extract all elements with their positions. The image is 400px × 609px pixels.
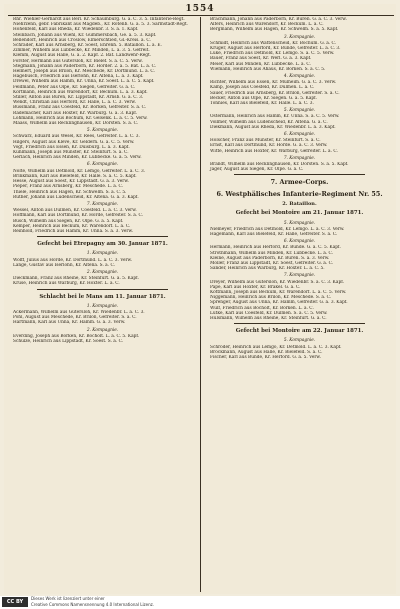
roster-entry: Rüther, Johann aus Lüdenscheid, Kr. Altena. G. a. 3. Kapf. [13,194,139,200]
roster-entry: Fischer, Karl aus Bünde, Kr. Herford. G. a. 5. Verw. [210,354,321,360]
company-label: 5. Kompagnie. [283,338,316,344]
header-rule [8,15,394,16]
roster-entry: Everding, Joseph aus Borken, Kr. Bocholt. L. a. C. 5. Kapf. [13,333,140,339]
roster-entry: Hoffmann, Karl aus Dortmund, Kr. Hörde, Gefreiter. S. a. C. [13,213,144,219]
roster-entry: Tönnies, Karl aus Bielefeld, Kr. Halle. L. a. C. 3. [210,101,314,107]
roster-entry: Klemm, August aus Halle, G. a. 2. Kapf. 2. Bat. Landwehr-Regt. [13,53,152,59]
roster-entry: Schmidt, Heinrich aus Wattenscheid, Kr. Bochum. G. a. C. [210,40,337,46]
company-label: 2. Kompagnie. [86,269,119,275]
section-separator [37,289,168,290]
license-text [31,596,154,608]
roster-entry: Strothmann, Wilhelm aus Minden, Kr. Lübbecke. L. a. C. [210,250,334,256]
roster-entry: Stiller, Anton aus Büren, Kr. Lippstadt, Kr. Arnsb. G. a. C. 3. [13,95,144,101]
company-label: 5. Kompagnie. [86,128,119,134]
roster-entry: Kruse, Heinrich aus Warburg, Kr. Höxter. L. a. C. [13,281,120,287]
roster-entry: Bellendorf, Heinrich aus Croslow, Elmerschtied, Gl.-Kreis. a. C. [13,37,151,43]
left-column [7,17,198,344]
company-label: 5. Kompagnie. [283,108,316,114]
roster-entry: Richter, Wilhelm aus Essen, Kr. Mülheim. G. a. C. 3. Verw. [210,80,337,86]
roster-entry: Witte, Heinrich aus Höxter, Kr. Warburg, Gefreiter. L. a. C. [210,148,338,154]
roster-entry: Vogt, Friedrich aus Essen, Kr. Duisburg. L. a. 3. Kapf. [13,144,130,150]
company-label: 7. Kompagnie. [283,273,316,279]
roster-entry: Meier, Karl aus Minden, Kr. Lübbecke. L. a. C. [210,61,311,67]
page-number: 1554 [185,4,215,14]
roster-entry: Brachmann, Johann aus Paderborn, Kr. Büren. G. a. C. 3. Verw. [210,17,347,22]
roster-entry: Nolte, Wilhelm aus Detmold, Kr. Lemgo, Gefreiter. L. a. C. 3. [13,168,146,174]
company-label: 3. Kompagnie. [283,34,316,40]
roster-entry: Zimmer, Wilhelm aus Lübbecke, Kr. Minden, L. a. 3. 5. Gefreit. [13,48,150,54]
roster-entry: Dreyer, Wilhelm aus Gütersloh, Kr. Wiedenbr. S. a. C. 3. Kapf. [210,279,345,285]
company-label: 5. Kompagnie. [283,220,316,226]
roster-entry: Rademacher, Karl aus Höxter, Kr. Warburg. G. a. 3. Kapf. [13,110,137,116]
roster-entry: Becker, Anton aus Olpe, Kr. Siegen. G. a. 5. Kapf. [210,95,317,101]
company-label: 7. Kompagnie. [283,155,316,161]
roster-entry: Niggemann, Heinrich aus Brilon, Kr. Meschede. S. a. C. [210,295,332,301]
roster-entry: Brinkmann, Karl aus Bielefeld, Kr. Halle. S. a. C. 5. Kapf. [13,173,137,179]
roster-entry: Wolff, Julius aus Hörde, Kr. Dortmund. L. a. C. 3. Verw. [13,257,133,263]
company-label: 4. Kompagnie. [283,74,316,80]
roster-entry: Bussmann, Franz aus Coesfeld, Kr. Borken, Gefreiter. S. a. C. [13,105,147,111]
company-label: 6. Kompagnie. [283,132,316,138]
roster-entry: Steinbach, Johann aus Wiehl, Kr. Gummersbach, Ge. a. 5. 3. Kapf. [13,32,157,38]
roster-entry: Thiele, Heinrich aus Hagen, Kr. Schwelm. S. a. C. 5. [13,189,127,195]
roster-entry: Wulf, Friedrich aus Bocholt, Kr. Borken. L. a. C. [210,305,314,311]
roster-entry: Schröder, Heinrich aus Lemgo, Kr. Detmold. L. a. C. 3. Kapf. [210,344,342,350]
section-separator [37,236,168,237]
roster-entry: Bauer, Franz aus Soest, Kr. Werl. G. a. 3. Kapf. [210,56,312,62]
company-label: 1. Kompagnie. [86,251,119,257]
battle-heading: Schlacht bei le Mans am 11. Januar 1871. [39,293,166,300]
roster-entry: Möller, Franz aus Lippstadt, Kr. Soest, Gefreiter. G. a. C. [210,260,334,266]
roster-entry: Dieckmann, Franz aus Rheine, Kr. Steinfurt. G. a. 5. Kapf. [13,276,139,282]
company-label: 6. Kompagnie. [86,162,119,168]
roster-entry: Lohmann, Heinrich aus Bochum, Kr. Gelsenk. L. a. C. 5. Verw. [13,115,148,121]
roster-entry: Wiemann, Heinrich aus Ahaus, Kr. Borken. S. a. C. 5. [210,66,326,72]
roster-entry: Diekmann, August aus Rheda, Kr. Wiedenbr. L. a. 3. Kapf. [210,124,336,130]
roster-entry: Hartmann, Karl aus Unna, Kr. Hamm. G. a. 3. Verw. [13,320,126,326]
roster-entry: Alfers, Heinrich aus Warendorf, Kr. Beckum. L. a. C. [210,22,324,28]
license-line-2: Creative Commons Namensnennung 4.0 International Lizenz. [31,602,155,607]
roster-entry: Kemper, Heinrich aus Beckum, Kr. Warendorf. L. a. C. [13,223,131,229]
roster-entry: Ernst, Karl aus Dortmund, Kr. Hörde. G. a. C. 3. Verw. [210,143,328,149]
roster-entry: Kuhlmann, Joseph aus Münster, Kr. Steinfurt. S. a. C. [13,150,129,156]
battle-heading: Gefecht bei Montoire am 22. Januar 1871. [235,328,364,335]
cc-license-badge[interactable]: CC BY [2,597,28,607]
roster-entry: Niemeyer, Friedrich aus Detmold, Kr. Lemgo. L. a. C. 3. Verw. [210,226,345,232]
roster-entry: Maass, Wilhelm aus Recklinghausen, Kr. Dorsten. S. a. C. [13,121,139,127]
roster-entry: Helmert, Joseph aus Brilon, Kr. Meschede, Kr. Dortmund. L. a. C. [13,69,155,75]
roster-entry: Kamp, Joseph aus Coesfeld, Kr. Dülmen. L. a. C. [210,85,315,91]
roster-entry: Pape, Karl aus Höxter, Kr. Brakel. G. a. C. [210,284,301,290]
roster-entry: Kottmann, Joseph aus Beckum, Kr. Warendorf. L. a. C. 5. Verw. [210,289,347,295]
roster-entry: Niehrzenn, gebr. Fabrikant aus Magdeb., Kr. Rotenb. G. a. 5. 3. Sarmstadt-Regt. [13,22,188,28]
section-separator [234,323,365,324]
battalion-heading: 2. Bataillon. [282,201,317,208]
roster-entry: Stegmann, Johann aus Paderborn, Kr. Hörder. 2. a. 5. Bat. L. a. C. [13,63,157,69]
roster-entry: Brandt, Wilhelm aus Recklinghausen, Kr. Dorsten. S. a. 5. Kapf. [210,162,349,168]
roster-entry: Krüger, August aus Herford, Kr. Bünde, Gefreiter. L. a. C. 3. [210,46,341,52]
roster-entry: Pohl, August aus Meschede, Kr. Brilon, Gefreiter. S. a. C. [13,315,137,321]
roster-entry: Kleine, August aus Paderborn, Kr. Büren. S. a. 3. Verw. [210,255,330,261]
roster-entry: Hohenfeld, Karl aus Rheda, Kr. Wiedenbr. 3. S. a. 1. Kapf. [13,27,139,33]
roster-entry: Ostermann, Heinrich aus Hamm, Kr. Unna. S. a. C. 5. Verw. [210,114,340,120]
roster-entry: Lüke, Friedrich aus Detmold, Kr. Lemgo. S. a. C. 5. Verw. [210,51,335,57]
roster-entry: Rhr. Wiehler-Gerhardt aus Berl. Kr. Schaumburg. G. a. C. 3. 5. Infanterie-Regt. [13,17,185,22]
unit-heading: 7. Armee-Corps. [270,178,329,187]
roster-entry: Kortmann, Heinrich aus Warendorf, Kr. Beckum. L. a. 3. Kapf. [13,89,148,95]
roster-entry: Lange, Gustav aus Iserlohn, Kr. Altena. S. a. C. [13,262,115,268]
document-page [4,4,396,594]
roster-entry: Ackermann, Wilhelm aus Gütersloh, Kr. Wiedenbr. L. a. C. 3. [13,309,145,315]
roster-entry: Sauer, Friedrich aus Arnsberg, Kr. Brilon, Gefreiter. S. a. C. [210,90,340,96]
roster-entry: Bergmann, Wilhelm aus Hagen, Kr. Schwelm. S. a. 5. Kapf. [210,27,339,33]
roster-entry: Forster, Hermann aus Gütersloh, Kr. Bielef. S. a. C. 5. Verw. [13,58,143,64]
roster-entry: Schulze, Heinrich aus Lippstadt, Kr. Soest. S. a. C. [13,338,124,344]
roster-entry: Wendt, Christian aus Herford, Kr. Halle, L. a. C. 3. Verw. [13,100,136,106]
roster-entry: Drewel, Wilhelm aus Hamm, Kr. Unna, Kr. Soest. L. a. C. 5. Kapf. [13,79,155,85]
license-line-1: Dieses Werk ist lizenziert unter einer [31,596,105,601]
roster-entry: Jäger, August aus Siegen, Kr. Olpe. G. a. C. [210,167,304,173]
company-label: 7. Kompagnie. [86,201,119,207]
roster-entry: Feldmann, Peter aus Olpe, Kr. Siegen, Gefreiter. G. a. C. [13,84,136,90]
company-label: 2. Kompagnie. [86,327,119,333]
roster-entry: Hölscher, Franz aus Münster, Kr. Steinfurt. S. a. C. [210,138,321,144]
roster-entry: Pieper, Franz aus Arnsberg, Kr. Meschede. L. a. C. [13,184,124,190]
roster-entry: Sprenger, August aus Unna, Kr. Hamm, Gefreiter. G. a. 3. Kapf. [210,300,348,306]
roster-entry: Schwarz, Eduard aus Wesel, Kr. Rees, Gefreiter. L. a. C. 3. [13,134,140,140]
roster-entry: Hesse, August aus Soest, Kr. Lippstadt. G. a. 3. Verw. [13,179,129,185]
column-divider [200,17,201,592]
battle-heading: Gefecht bei Etrepagny am 30. Januar 1871. [37,241,168,248]
roster-entry: Schrader, Karl aus Arnsberg, Kr. Soest, Ehrenh. 5. Bataillon. L. a. E. [13,43,162,49]
roster-entry: Hagebusch, Friedrich aus Iserlohn, Kr. Altena, L. a. 3. Kapf. [13,74,144,80]
roster-entry: Hermann, Heinrich aus Herford, Kr. Bünde. G. a. C. 5. Kapf. [210,245,341,251]
roster-entry: Gerlach, Heinrich aus Minden, Kr. Lübbecke. G. a. 5. Verw. [13,155,142,161]
roster-entry: Vollmer, Wilhelm aus Lüdenscheid, Kr. Altena. G. a. C. [210,119,328,125]
battle-heading: Gefecht bei Montoire am 21. Januar 1871. [235,210,364,217]
roster-entry: Wessel, Anton aus Dülmen, Kr. Coesfeld. L. a. C. 3. Verw. [13,208,137,214]
roster-entry: Brockmann, August aus Halle, Kr. Bielefeld. S. a. C. [210,349,323,355]
right-column [204,17,395,360]
section-separator [234,174,365,175]
roster-entry: Hülsmann, Wilhelm aus Rheine, Kr. Steinfurt. G. a. C. [210,315,327,321]
company-label: 6. Kompagnie. [283,239,316,245]
license-footer [0,596,400,609]
roster-entry: Lütke, Karl aus Coesfeld, Kr. Dülmen. S. a. C. 5. Verw. [210,310,328,316]
unit-heading: 6. Westphälisches Infanterie-Regiment Nr. 55. [216,189,383,198]
roster-entry: Reinhold, Friedrich aus Hamm, Kr. Unna. S. a. 3. Verw. [13,228,133,234]
roster-entry: Hilgers, August aus Kleve, Kr. Geldern. G. a. C. 5. Verw. [13,139,135,145]
roster-entry: Busch, Wilhelm aus Siegen, Kr. Olpe. G. a. 5. Kapf. [13,218,124,224]
company-label: 1. Kompagnie. [86,303,119,309]
roster-entry: Hagemann, Karl aus Bielefeld, Kr. Halle, Gefreiter. S. a. C. [210,231,338,237]
roster-entry: Sander, Heinrich aus Warburg, Kr. Höxter. L. a. C. 5. [210,266,325,272]
